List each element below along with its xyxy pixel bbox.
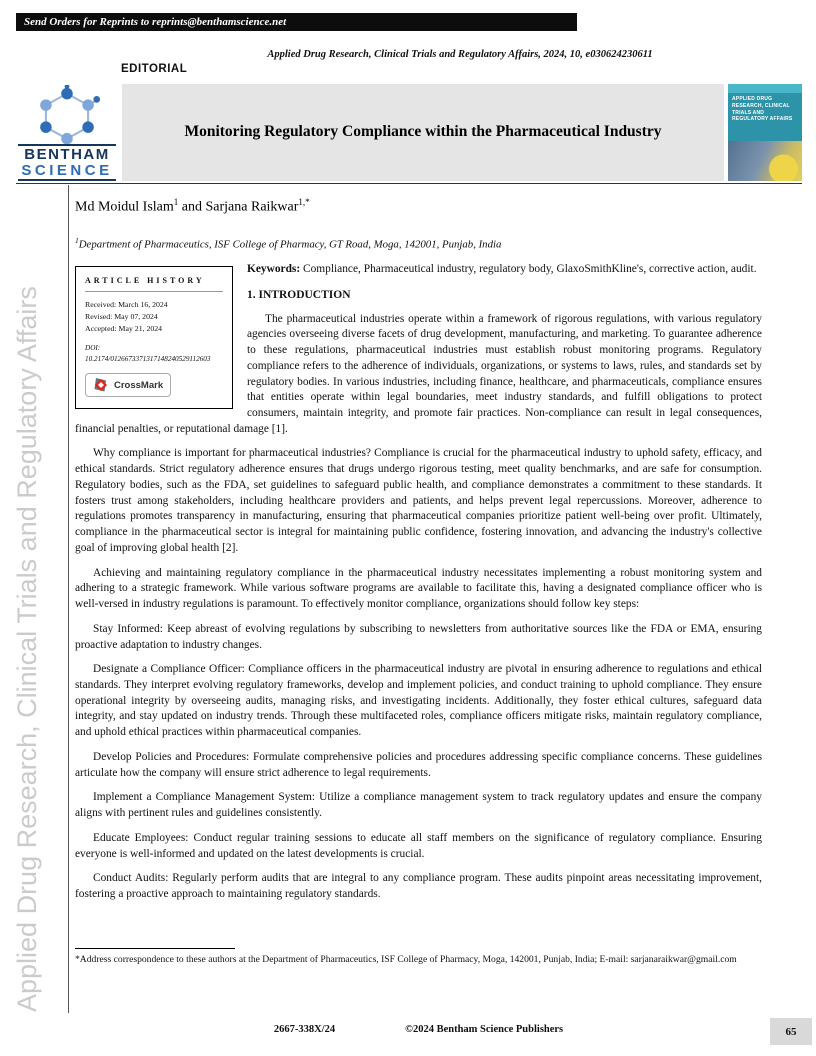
doi-label: DOI: [85,344,101,353]
crossmark-badge[interactable] [85,373,171,397]
header [16,84,802,181]
revised-date: Revised: May 07, 2024 [85,312,158,322]
title-box [122,84,724,181]
authors-line [75,197,310,216]
footer [75,1024,762,1035]
journal-cover-thumbnail [728,84,802,181]
paragraph: Implement a Compliance Management System: Utilize a compliance management system to track regulatory updates and ensure the company aligns with pertinent rules and guidelines consistently. [75,791,762,820]
keywords-label: Keywords: [247,263,301,275]
article-type-label: EDITORIAL [121,63,188,75]
email-link[interactable]: sarjanaraikwar@gmail.com [630,954,737,965]
doi-block [85,344,223,364]
article-history-box [75,266,233,409]
paragraph: Why compliance is important for pharmaceutical industries? Compliance is crucial for the pharmaceutical industry to uphold safety, efficacy, and ethical standards. Strict regulatory adherence ensures that drugs undergo rigorous testing, meet quality benchmarks, and are safe for consumption. Regulatory bodies, such as the FDA, set guidelines to safeguard public health, and compliance demonstrates a commitment to these standards. It fosters trust among stakeholders, including healthcare providers and patients, and helps prevent legal repercussions. Moreover, adherence to regulations promotes transparency in manufacturing, ensuring that pharmaceutical companies prioritize patient well-being over profit. Ultimately, compliance in the pharmaceutical sector is integral for maintaining public confidence, fostering innovation, and advancing the industry's collective goal of improving global health [2]. [75,447,762,554]
bentham-logo [16,84,118,181]
reprints-banner [16,13,577,31]
crossmark-icon [93,377,109,393]
logo-text-bentham: BENTHAM [24,146,110,164]
cover-top-band [728,84,802,93]
article-body [75,262,762,912]
article-history-heading: ARTICLE HISTORY [85,275,223,292]
paragraph: The pharmaceutical industries operate within a framework of rigorous regulations, with various regulatory agencies overseeing diverse facets of drug development, manufacturing, and marketing. To guarantee adherence to these regulations, pharmaceutical industries must establish robust monitoring programs. Regulatory compliance refers to the adherence of individuals, organizations, or systems to laws, rules, and standards set by regulatory bodies. In various industries, including finance, healthcare, and pharmaceuticals, compliance ensures that entities operate within legal boundaries, meet industry standards, and fulfill obligations to protect consumers, maintain integrity, and promote fair practices. Non-compliance can result in legal consequences, financial penalties, or reputational damage [1]. [75,312,762,435]
crossmark-label: CrossMark [114,379,164,391]
issn-code: 2667-338X/24 [273,1024,336,1035]
paragraph: Stay Informed: Keep abreast of evolving regulations by subscribing to newsletters from authoritative sources like the FDA or EMA, ensuring proactive adaptation to industry changes. [75,622,762,651]
keywords-text: Compliance, Pharmaceutical industry, regulatory body, GlaxoSmithKline's, corrective action, audit. [300,263,757,275]
correspondence-footnote [75,948,762,966]
author-1-affil-mark: 1 [173,197,179,207]
journal-name-vertical: Applied Drug Research, Clinical Trials and Regulatory Affairs [12,286,42,1012]
copyright-text: ©2024 Bentham Science Publishers [405,1024,564,1035]
author-2-affil-mark: 1,* [298,197,310,207]
author-1: Md Moidul Islam [75,199,174,215]
bentham-logo-wordmark [18,144,116,181]
logo-text-science: SCIENCE [21,161,113,179]
article-history-dates [85,299,223,335]
reprints-banner-text: Send Orders for Reprints to reprints@benthamscience.net [24,16,287,28]
authors-connector: and [178,199,206,215]
header-divider [16,183,802,184]
footnote-text: *Address correspondence to these authors at the Department of Pharmaceutics, ISF College of Pharmacy, Moga, 142001, Punjab, India; E-mail: [75,954,631,965]
paragraph: Educate Employees: Conduct regular training sessions to educate all staff members on the significance of regulatory compliance. Ensuring everyone is well-informed and updated on the latest developments is crucial. [75,831,762,860]
doi-value: 10.2174/0126673371317148240529112603 [85,355,211,364]
affiliation-mark: 1 [75,236,79,245]
paragraph: Designate a Compliance Officer: Compliance officers in the pharmaceutical industry are pivotal in ensuring adherence to regulations and ethical standards. They interpret evolving regulatory frameworks, develop and implement policies, and conduct training to uphold compliance. They ensure operational integrity by overseeing audits, managing risks, and investigating incidents. Additionally, they foster ethical cultures, safeguard data integrity, and stay updated on industry trends. Through these multifaceted roles, compliance officers mitigate risks, maintain regulatory compliance, and uphold ethical practices within pharmaceutical companies. [75,663,762,739]
article-title: Monitoring Regulatory Compliance within the Pharmaceutical Industry [184,123,662,141]
author-2: Sarjana Raikwar [205,199,299,215]
page-number: 65 [770,1018,812,1045]
received-date: Received: March 16, 2024 [85,300,168,310]
left-border-line [68,185,69,1013]
paragraph: Develop Policies and Procedures: Formulate comprehensive policies and procedures addressing specific compliance concerns. These guidelines articulate how the company will ensure strict adherence to legal requirements. [75,750,762,779]
affiliation-line [75,236,760,251]
cover-photo [728,141,802,181]
accepted-date: Accepted: May 21, 2024 [85,324,163,334]
footnote-divider [75,948,235,949]
section-heading-introduction: 1. INTRODUCTION [247,288,351,301]
paragraph: Achieving and maintaining regulatory compliance in the pharmaceutical industry necessitates implementing a robust monitoring system and adhering to a strategic framework. While various software programs are available to facilitate this, having a designated compliance officer who is well-versed in industry regulations is paramount. To effectively monitor compliance, organizations should follow key steps: [75,566,762,611]
paragraph: Conduct Audits: Regularly perform audits that are integral to any compliance program. These audits pinpoint areas necessitating improvement, fostering a proactive approach to maintaining regulatory standards. [75,872,762,901]
cover-title: APPLIED DRUG RESEARCH, CLINICAL TRIALS AND REGULATORY AFFAIRS [732,96,793,123]
journal-citation: Applied Drug Research, Clinical Trials and Regulatory Affairs, 2024, 10, e030624230611 [267,49,653,60]
affiliation-text: Department of Pharmaceutics, ISF College of Pharmacy, GT Road, Moga, 142001, Punjab, India [78,238,502,251]
molecule-logo-icon [32,85,102,144]
